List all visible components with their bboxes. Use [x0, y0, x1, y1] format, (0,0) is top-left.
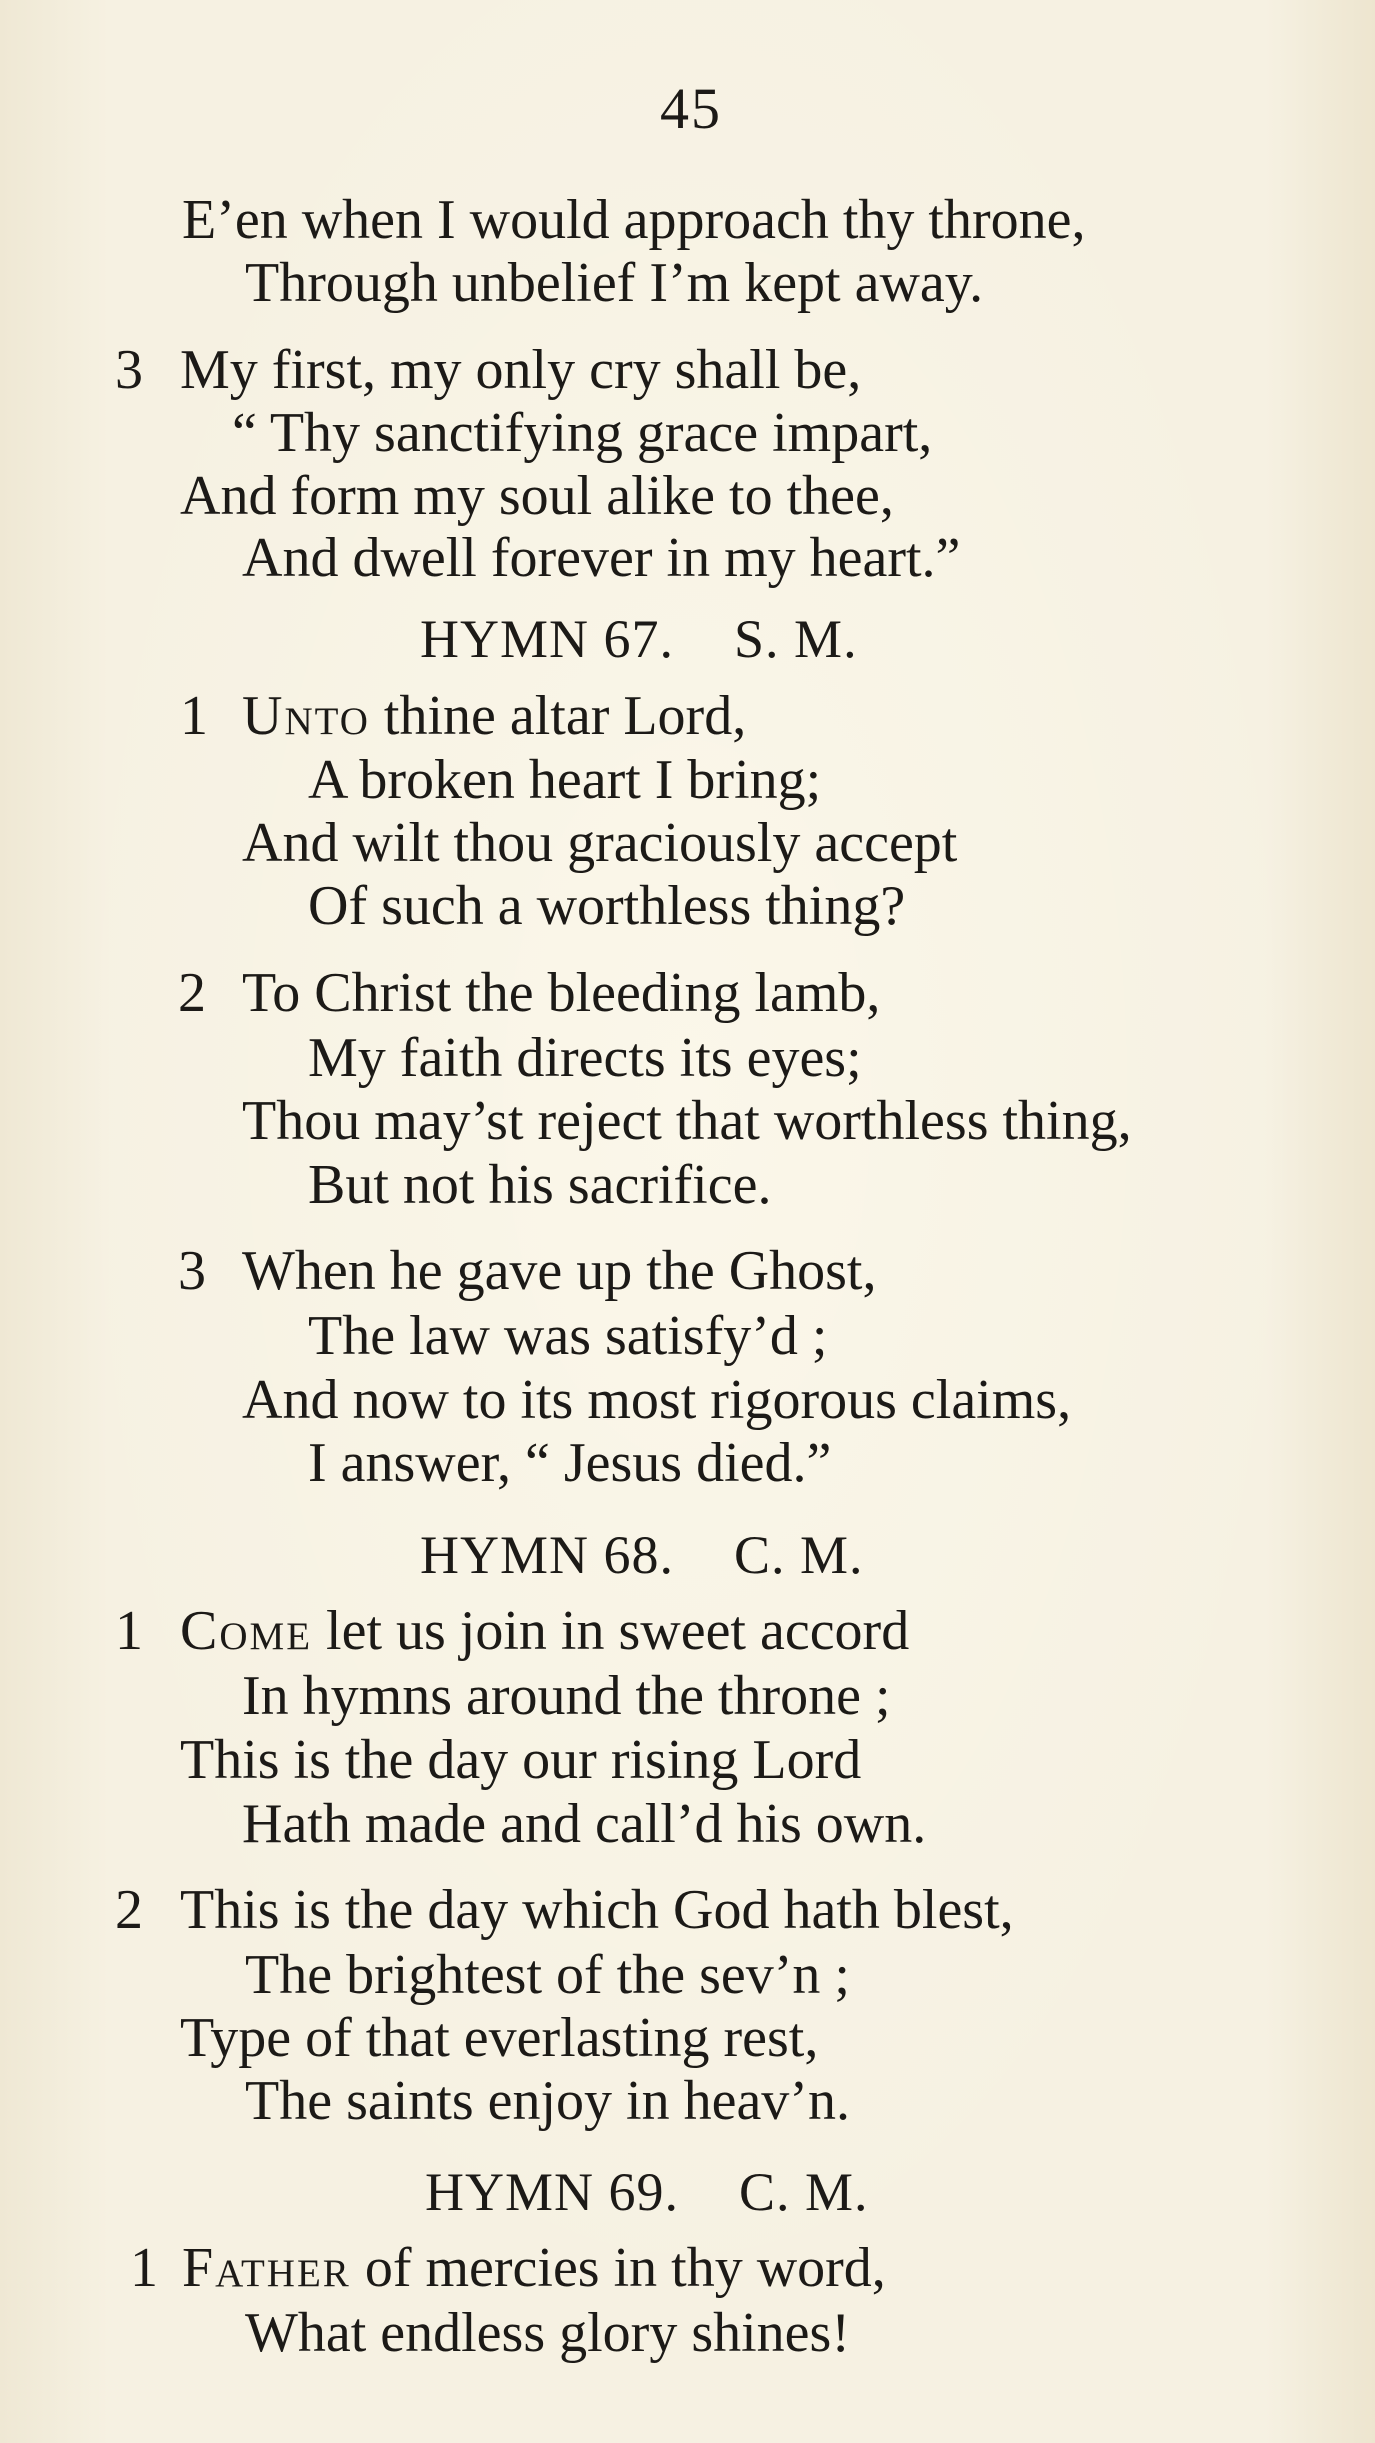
verse-first-rest: let us join in sweet accord: [312, 1600, 910, 1662]
verse-line: When he gave up the Ghost,: [242, 1240, 877, 1302]
verse-first-word: Come: [180, 1600, 313, 1662]
verse-line: The brightest of the sev’n ;: [245, 1944, 850, 2006]
verse-line: Thou may’st reject that worthless thing,: [242, 1090, 1132, 1152]
page-number: 45: [660, 76, 722, 141]
hymn-meter: C. M.: [739, 2162, 869, 2222]
verse-first-rest: thine altar Lord,: [369, 685, 747, 747]
hymn-meter: S. M.: [734, 609, 858, 669]
verse-number: 3: [115, 339, 143, 401]
verse-line: A broken heart I bring;: [308, 749, 822, 811]
hymn-heading: [420, 609, 858, 669]
verse-line: Of such a worthless thing?: [308, 875, 906, 937]
verse-line: This is the day which God hath blest,: [180, 1879, 1014, 1941]
hymn-title: HYMN 69.: [425, 2162, 680, 2222]
hymn-heading: [425, 2162, 869, 2222]
verse-line: Hath made and call’d his own.: [242, 1793, 927, 1855]
verse-line: E’en when I would approach thy throne,: [182, 189, 1086, 251]
verse-number: 1: [180, 685, 208, 747]
verse-line: I answer, “ Jesus died.”: [308, 1432, 832, 1494]
verse-first-word: Unto: [242, 685, 370, 747]
verse-number: 1: [130, 2237, 158, 2299]
verse-line: [180, 1600, 910, 1662]
verse-line: But not his sacrifice.: [308, 1154, 772, 1216]
verse-number: 2: [178, 962, 206, 1024]
verse-line: In hymns around the throne ;: [242, 1665, 891, 1727]
verse-number: 1: [115, 1600, 143, 1662]
verse-line: And wilt thou graciously accept: [242, 812, 958, 874]
verse-line: And dwell forever in my heart.”: [242, 527, 961, 589]
verse-line: Type of that everlasting rest,: [180, 2007, 819, 2069]
hymn-heading: [420, 1525, 864, 1585]
verse-first-rest: of mercies in thy word,: [350, 2237, 886, 2299]
hymn-title: HYMN 68.: [420, 1525, 675, 1585]
verse-line: And now to its most rigorous claims,: [242, 1369, 1072, 1431]
verse-line: [242, 685, 747, 747]
verse-first-word: Father: [182, 2237, 351, 2299]
verse-line: Through unbelief I’m kept away.: [245, 252, 984, 314]
verse-line: “ Thy sanctifying grace impart,: [232, 402, 933, 464]
hymn-meter: C. M.: [734, 1525, 864, 1585]
verse-line: This is the day our rising Lord: [180, 1729, 862, 1791]
verse-number: 3: [178, 1240, 206, 1302]
verse-line: The law was satisfy’d ;: [308, 1305, 828, 1367]
verse-number: 2: [115, 1879, 143, 1941]
verse-line: And form my soul alike to thee,: [180, 465, 894, 527]
verse-line: The saints enjoy in heav’n.: [245, 2070, 850, 2132]
verse-line: My first, my only cry shall be,: [180, 339, 862, 401]
hymn-title: HYMN 67.: [420, 609, 675, 669]
verse-line: [182, 2237, 886, 2299]
verse-line: What endless glory shines!: [245, 2302, 850, 2364]
verse-line: My faith directs its eyes;: [308, 1027, 862, 1089]
verse-line: To Christ the bleeding lamb,: [242, 962, 881, 1024]
